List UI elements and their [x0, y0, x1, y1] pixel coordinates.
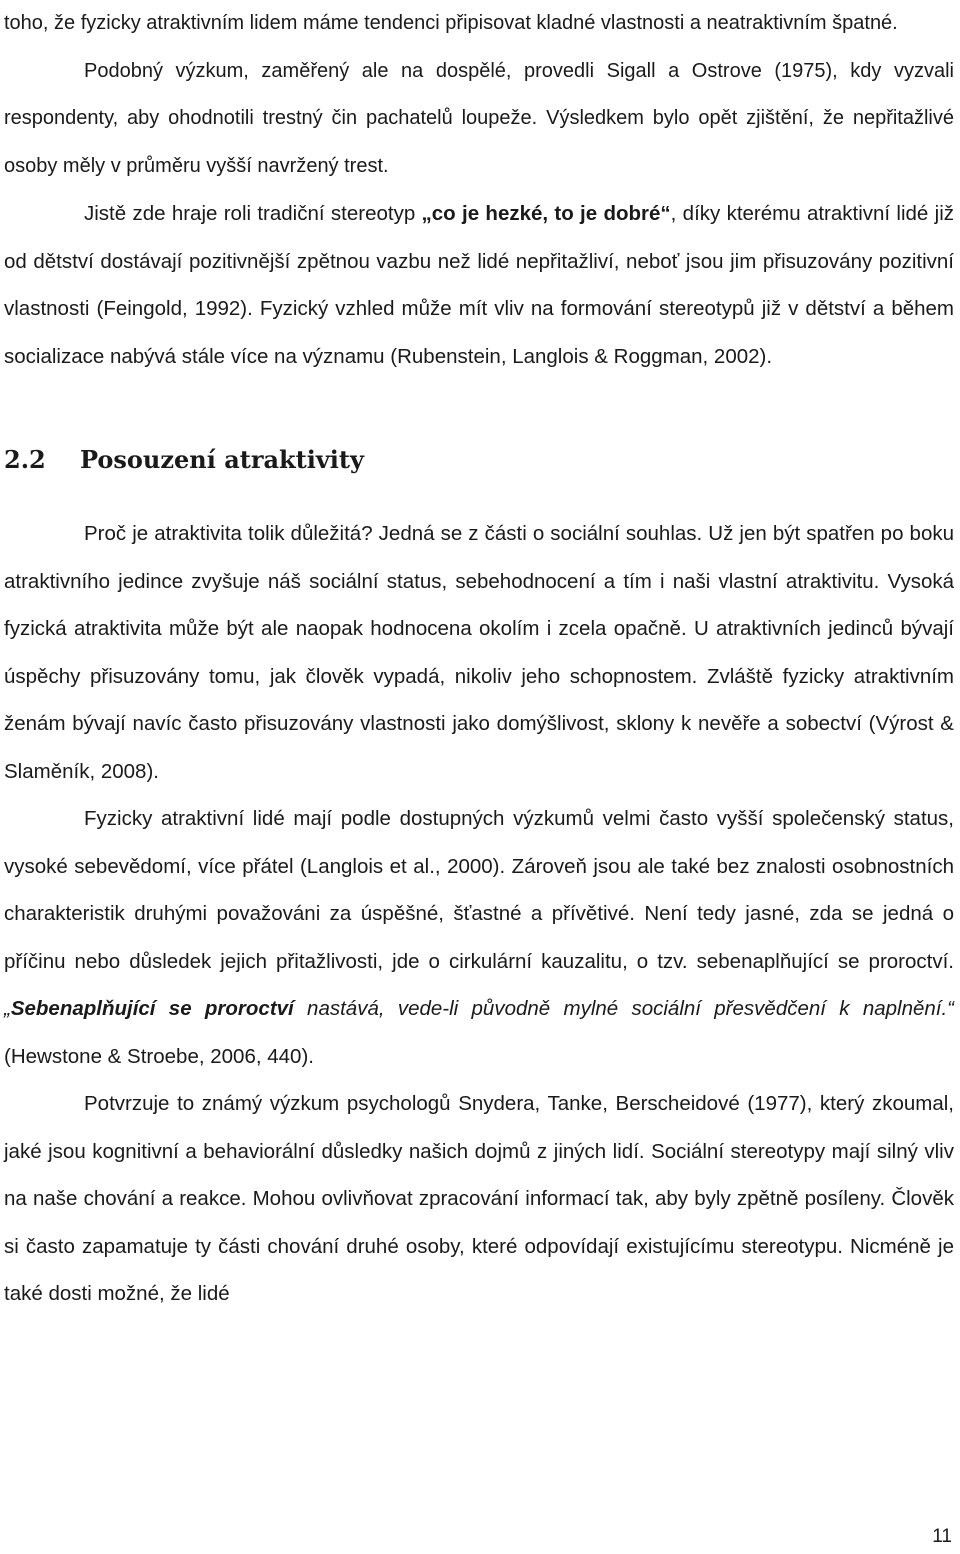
- paragraph-importance: Proč je atraktivita tolik důležitá? Jedná se z části o sociální souhlas. Už jen být spatřen po boku atraktivního jedince zvyšuje náš sociální status, sebehodnocení a tím i naši vlastní atraktivitu. Vysoká fyzická atraktivita může být ale naopak hodnocena okolím i zcela opačně. U atraktivních jedinců bývají úspěchy přisuzovány tomu, jak člověk vypadá, nikoliv jeho schopnostem. Zvláště fyzicky atraktivním ženám bývají navíc často přisuzovány vlastnosti jako domýšlivost, sklony k nevěře a sobectví (Výrost & Slaměník, 2008).: [4, 522, 954, 783]
- section-heading: [4, 440, 954, 480]
- paragraph-self-fulfilling: [4, 795, 954, 1080]
- term-self-fulfilling-prophecy: Sebenaplňující se proroctví: [10, 997, 294, 1020]
- paragraph-snyder-study: Potvrzuje to známý výzkum psychologů Snydera, Tanke, Berscheidové (1977), který zkoumal, jaké jsou kognitivní a behaviorální důsledky našich dojmů z jiných lidí. Sociální stereotypy mají silný vliv na naše chování a reakce. Mohou ovlivňovat zpracování informací tak, aby byly zpětně posíleny. Člověk si často zapamatuje ty části chování druhé osoby, které odpovídají existujícímu stereotypu. Nicméně je také dosti možné, že lidé: [4, 1092, 954, 1305]
- page-number: 11: [932, 1526, 952, 1547]
- quote-open-mark: „: [4, 997, 11, 1020]
- section-title: Posouzení atraktivity: [80, 445, 364, 474]
- paragraph-stereotype-before: Jistě zde hraje roli tradiční stereotyp: [84, 202, 422, 225]
- paragraph-continued: toho, že fyzicky atraktivním lidem máme tendenci připisovat kladné vlastnosti a neatraktivním špatné.: [4, 12, 898, 34]
- paragraph-sigall-ostrove: Podobný výzkum, zaměřený ale na dospělé, provedli Sigall a Ostrove (1975), kdy vyzvali respondenty, aby ohodnotili trestný čin pachatelů loupeže. Výsledkem bylo opět zjištění, že nepřitažlivé osoby měly v průměru vyšší navržený trest.: [4, 59, 954, 177]
- section-number: 2.2: [4, 445, 46, 474]
- paragraph-stereotype-after: , díky kterému atraktivní lidé již od dětství dostávají pozitivnější zpětnou vazbu než lidé nepřitažliví, neboť jsou jim přisuzovány pozitivní vlastnosti (Feingold, 1992). Fyzický vzhled může mít vliv na formování stereotypů již v dětství a během socializace nabývá stále více na významu (Rubenstein, Langlois & Roggman, 2002).: [4, 202, 955, 368]
- paragraph-stereotype-quote: „co je hezké, to je dobré“: [421, 202, 671, 225]
- paragraph-self-fulfilling-before: Fyzicky atraktivní lidé mají podle dostupných výzkumů velmi často vyšší společenský status, vysoké sebevědomí, více přátel (Langlois et al., 2000). Zároveň jsou ale také bez znalosti osobnostních charakteristik druhými považováni za úspěšné, šťastné a přívětivé. Není tedy jasné, zda se jedná o příčinu nebo důsledek jejich přitažlivosti, jde o cirkulární kauzalitu, o tzv. sebenaplňující se proroctví.: [4, 807, 954, 973]
- citation-hewstone: (Hewstone & Stroebe, 2006, 440).: [4, 1044, 314, 1068]
- document-page: [4, 0, 954, 1318]
- paragraph-stereotype: [4, 190, 954, 380]
- definition-quote: nastává, vede-li původně mylné sociální přesvědčení k naplnění.“: [293, 997, 954, 1020]
